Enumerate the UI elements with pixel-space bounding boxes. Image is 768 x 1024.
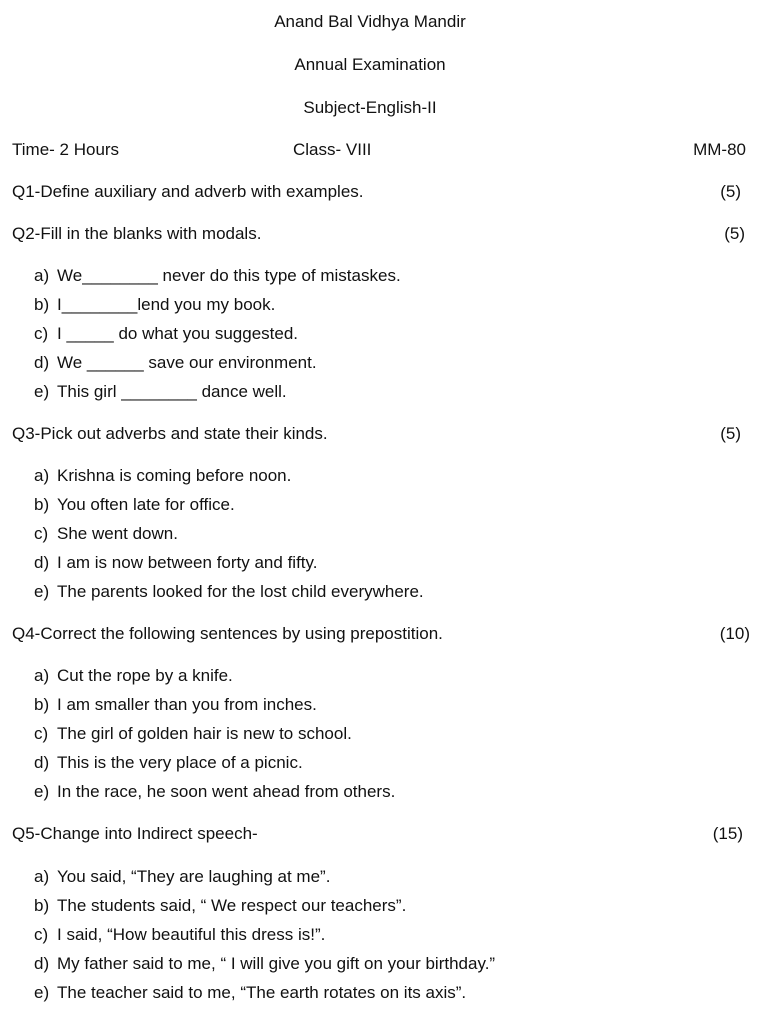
question-2-text: Q2-Fill in the blanks with modals.	[12, 224, 262, 243]
exam-time: Time- 2 Hours	[12, 140, 120, 159]
q3-item-a-label: a)	[34, 466, 50, 485]
q5-item-a-text: You said, “They are laughing at me”.	[57, 867, 331, 886]
q3-item-c-label: c)	[34, 524, 49, 543]
q4-item-c-text: The girl of golden hair is new to school.	[57, 724, 352, 743]
q3-item-e-text: The parents looked for the lost child everywhere.	[57, 582, 424, 601]
question-4-text: Q4-Correct the following sentences by using prepostition.	[12, 624, 443, 643]
q2-item-e-text: This girl ________ dance well.	[57, 382, 287, 401]
q2-item-d-text: We ______ save our environment.	[57, 353, 317, 372]
q3-item-b-label: b)	[34, 495, 50, 514]
question-1-marks: (5)	[720, 182, 741, 201]
q4-item-d-text: This is the very place of a picnic.	[57, 753, 303, 772]
q5-item-e-text: The teacher said to me, “The earth rotates on its axis”.	[57, 983, 467, 1002]
q2-item-e-label: e)	[34, 382, 50, 401]
question-3-text: Q3-Pick out adverbs and state their kinds.	[12, 424, 328, 443]
q3-item-e-label: e)	[34, 582, 50, 601]
q4-item-a-label: a)	[34, 666, 50, 685]
q5-item-a-label: a)	[34, 867, 50, 886]
q4-item-e-text: In the race, he soon went ahead from others.	[57, 782, 396, 801]
q4-item-e-label: e)	[34, 782, 50, 801]
question-3-marks: (5)	[720, 424, 741, 443]
question-2-marks: (5)	[724, 224, 745, 243]
question-1-text: Q1-Define auxiliary and adverb with examples.	[12, 182, 364, 201]
q3-item-d-text: I am is now between forty and fifty.	[57, 553, 318, 572]
q2-item-b-text: I________lend you my book.	[57, 295, 276, 314]
q2-item-d-label: d)	[34, 353, 50, 372]
q5-item-b-label: b)	[34, 896, 50, 915]
exam-title: Annual Examination	[294, 55, 446, 74]
q3-item-d-label: d)	[34, 553, 50, 572]
q4-item-d-label: d)	[34, 753, 50, 772]
q5-item-d-label: d)	[34, 954, 50, 973]
question-5-text: Q5-Change into Indirect speech-	[12, 824, 258, 843]
q2-item-a-text: We________ never do this type of mistaskes.	[57, 266, 401, 285]
q2-item-a-label: a)	[34, 266, 50, 285]
q2-item-c-label: c)	[34, 324, 49, 343]
q3-item-a-text: Krishna is coming before noon.	[57, 466, 292, 485]
q5-item-b-text: The students said, “ We respect our teachers”.	[57, 896, 407, 915]
q2-item-c-text: I _____ do what you suggested.	[57, 324, 299, 343]
q4-item-c-label: c)	[34, 724, 49, 743]
q4-item-a-text: Cut the rope by a knife.	[57, 666, 233, 685]
q5-item-c-label: c)	[34, 925, 49, 944]
question-5-marks: (15)	[712, 824, 743, 843]
max-marks: MM-80	[693, 140, 746, 159]
q3-item-b-text: You often late for office.	[57, 495, 235, 514]
question-4-marks: (10)	[719, 624, 750, 643]
q5-item-e-label: e)	[34, 983, 50, 1002]
q4-item-b-text: I am smaller than you from inches.	[57, 695, 317, 714]
exam-class: Class- VIII	[293, 140, 372, 159]
q5-item-c-text: I said, “How beautiful this dress is!”.	[57, 925, 326, 944]
q4-item-b-label: b)	[34, 695, 50, 714]
subject-title: Subject-English-II	[303, 98, 437, 117]
school-name: Anand Bal Vidhya Mandir	[274, 12, 466, 31]
q3-item-c-text: She went down.	[57, 524, 178, 543]
q2-item-b-label: b)	[34, 295, 50, 314]
q5-item-d-text: My father said to me, “ I will give you gift on your birthday.”	[57, 954, 496, 973]
